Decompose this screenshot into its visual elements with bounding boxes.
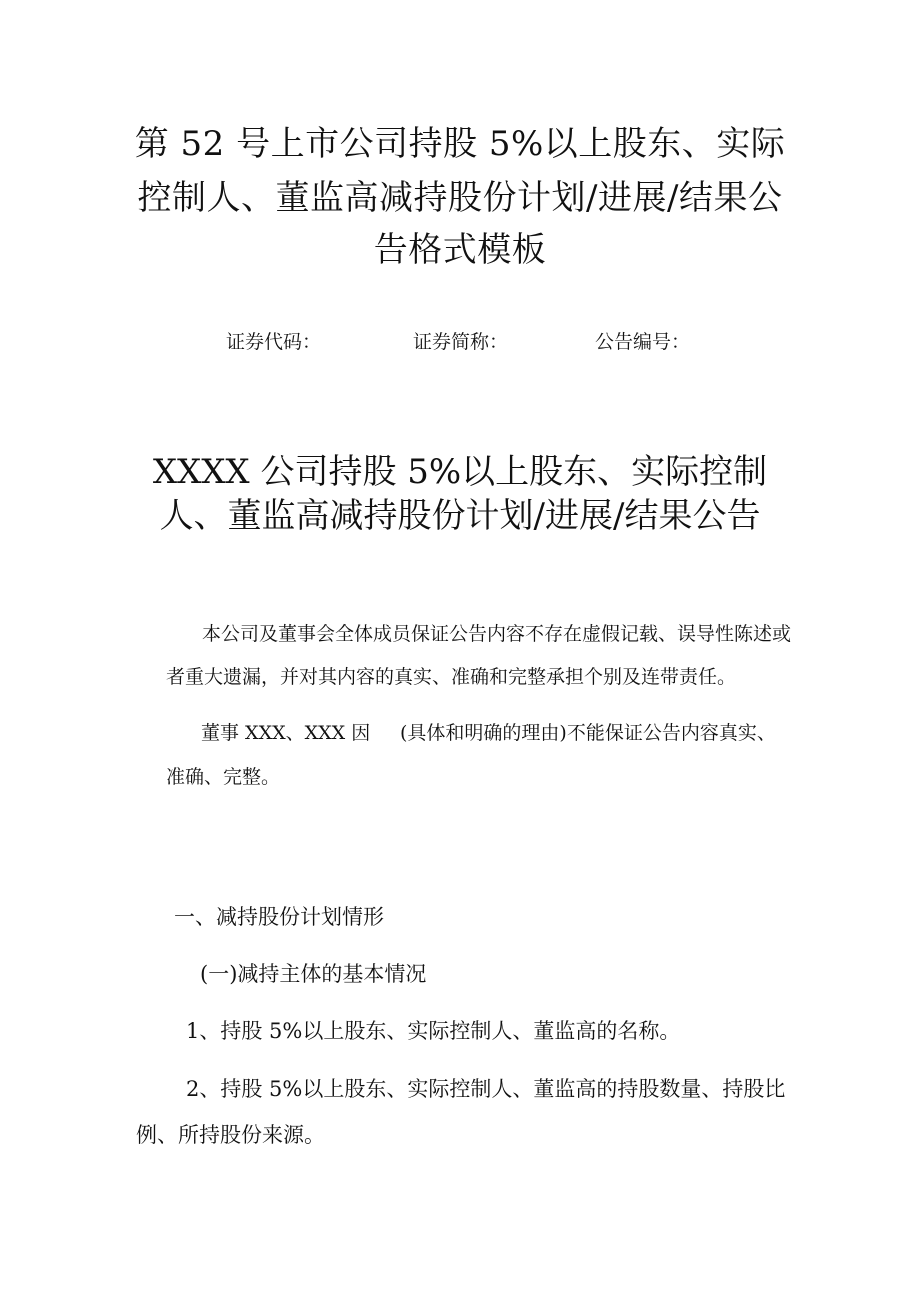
announcement-title-line-1: XXXX 公司持股 5%以上股东、实际控制 xyxy=(152,452,768,492)
document-title-line-2: 控制人、董监高减持股份计划/进展/结果公 xyxy=(137,178,783,218)
announcement-number-label: 公告编号： xyxy=(595,331,691,353)
statement-paragraph-1-line-2: 者重大遗漏，并对其内容的真实、准确和完整承担个别及连带责任。 xyxy=(166,666,737,688)
section-1-subheading: (一)减持主体的基本情况 xyxy=(200,962,427,986)
section-1-item-2-line-1: 2、持股 5%以上股东、实际控制人、董监高的持股数量、持股比 xyxy=(186,1077,786,1101)
stock-code-label: 证券代码： xyxy=(226,331,322,353)
statement-paragraph-2-line-1a: 董事 XXX、XXX 因 xyxy=(201,722,371,744)
statement-paragraph-2-line-1b: (具体和明确的理由)不能保证公告内容真实、 xyxy=(400,722,776,744)
announcement-title-line-2: 人、董监高减持股份计划/进展/结果公告 xyxy=(159,496,761,536)
section-1-item-1: 1、持股 5%以上股东、实际控制人、董监高的名称。 xyxy=(186,1019,681,1043)
statement-paragraph-1-line-1: 本公司及董事会全体成员保证公告内容不存在虚假记载、误导性陈述或 xyxy=(202,623,792,645)
section-1-item-2-line-2: 例、所持股份来源。 xyxy=(136,1123,325,1147)
document-title-line-1: 第 52 号上市公司持股 5%以上股东、实际 xyxy=(134,124,786,164)
stock-name-label: 证券简称： xyxy=(413,331,509,353)
section-1-heading: 一、减持股份计划情形 xyxy=(174,905,384,929)
statement-paragraph-2-line-2: 准确、完整。 xyxy=(166,766,281,788)
document-title-line-3: 告格式模板 xyxy=(373,230,547,270)
